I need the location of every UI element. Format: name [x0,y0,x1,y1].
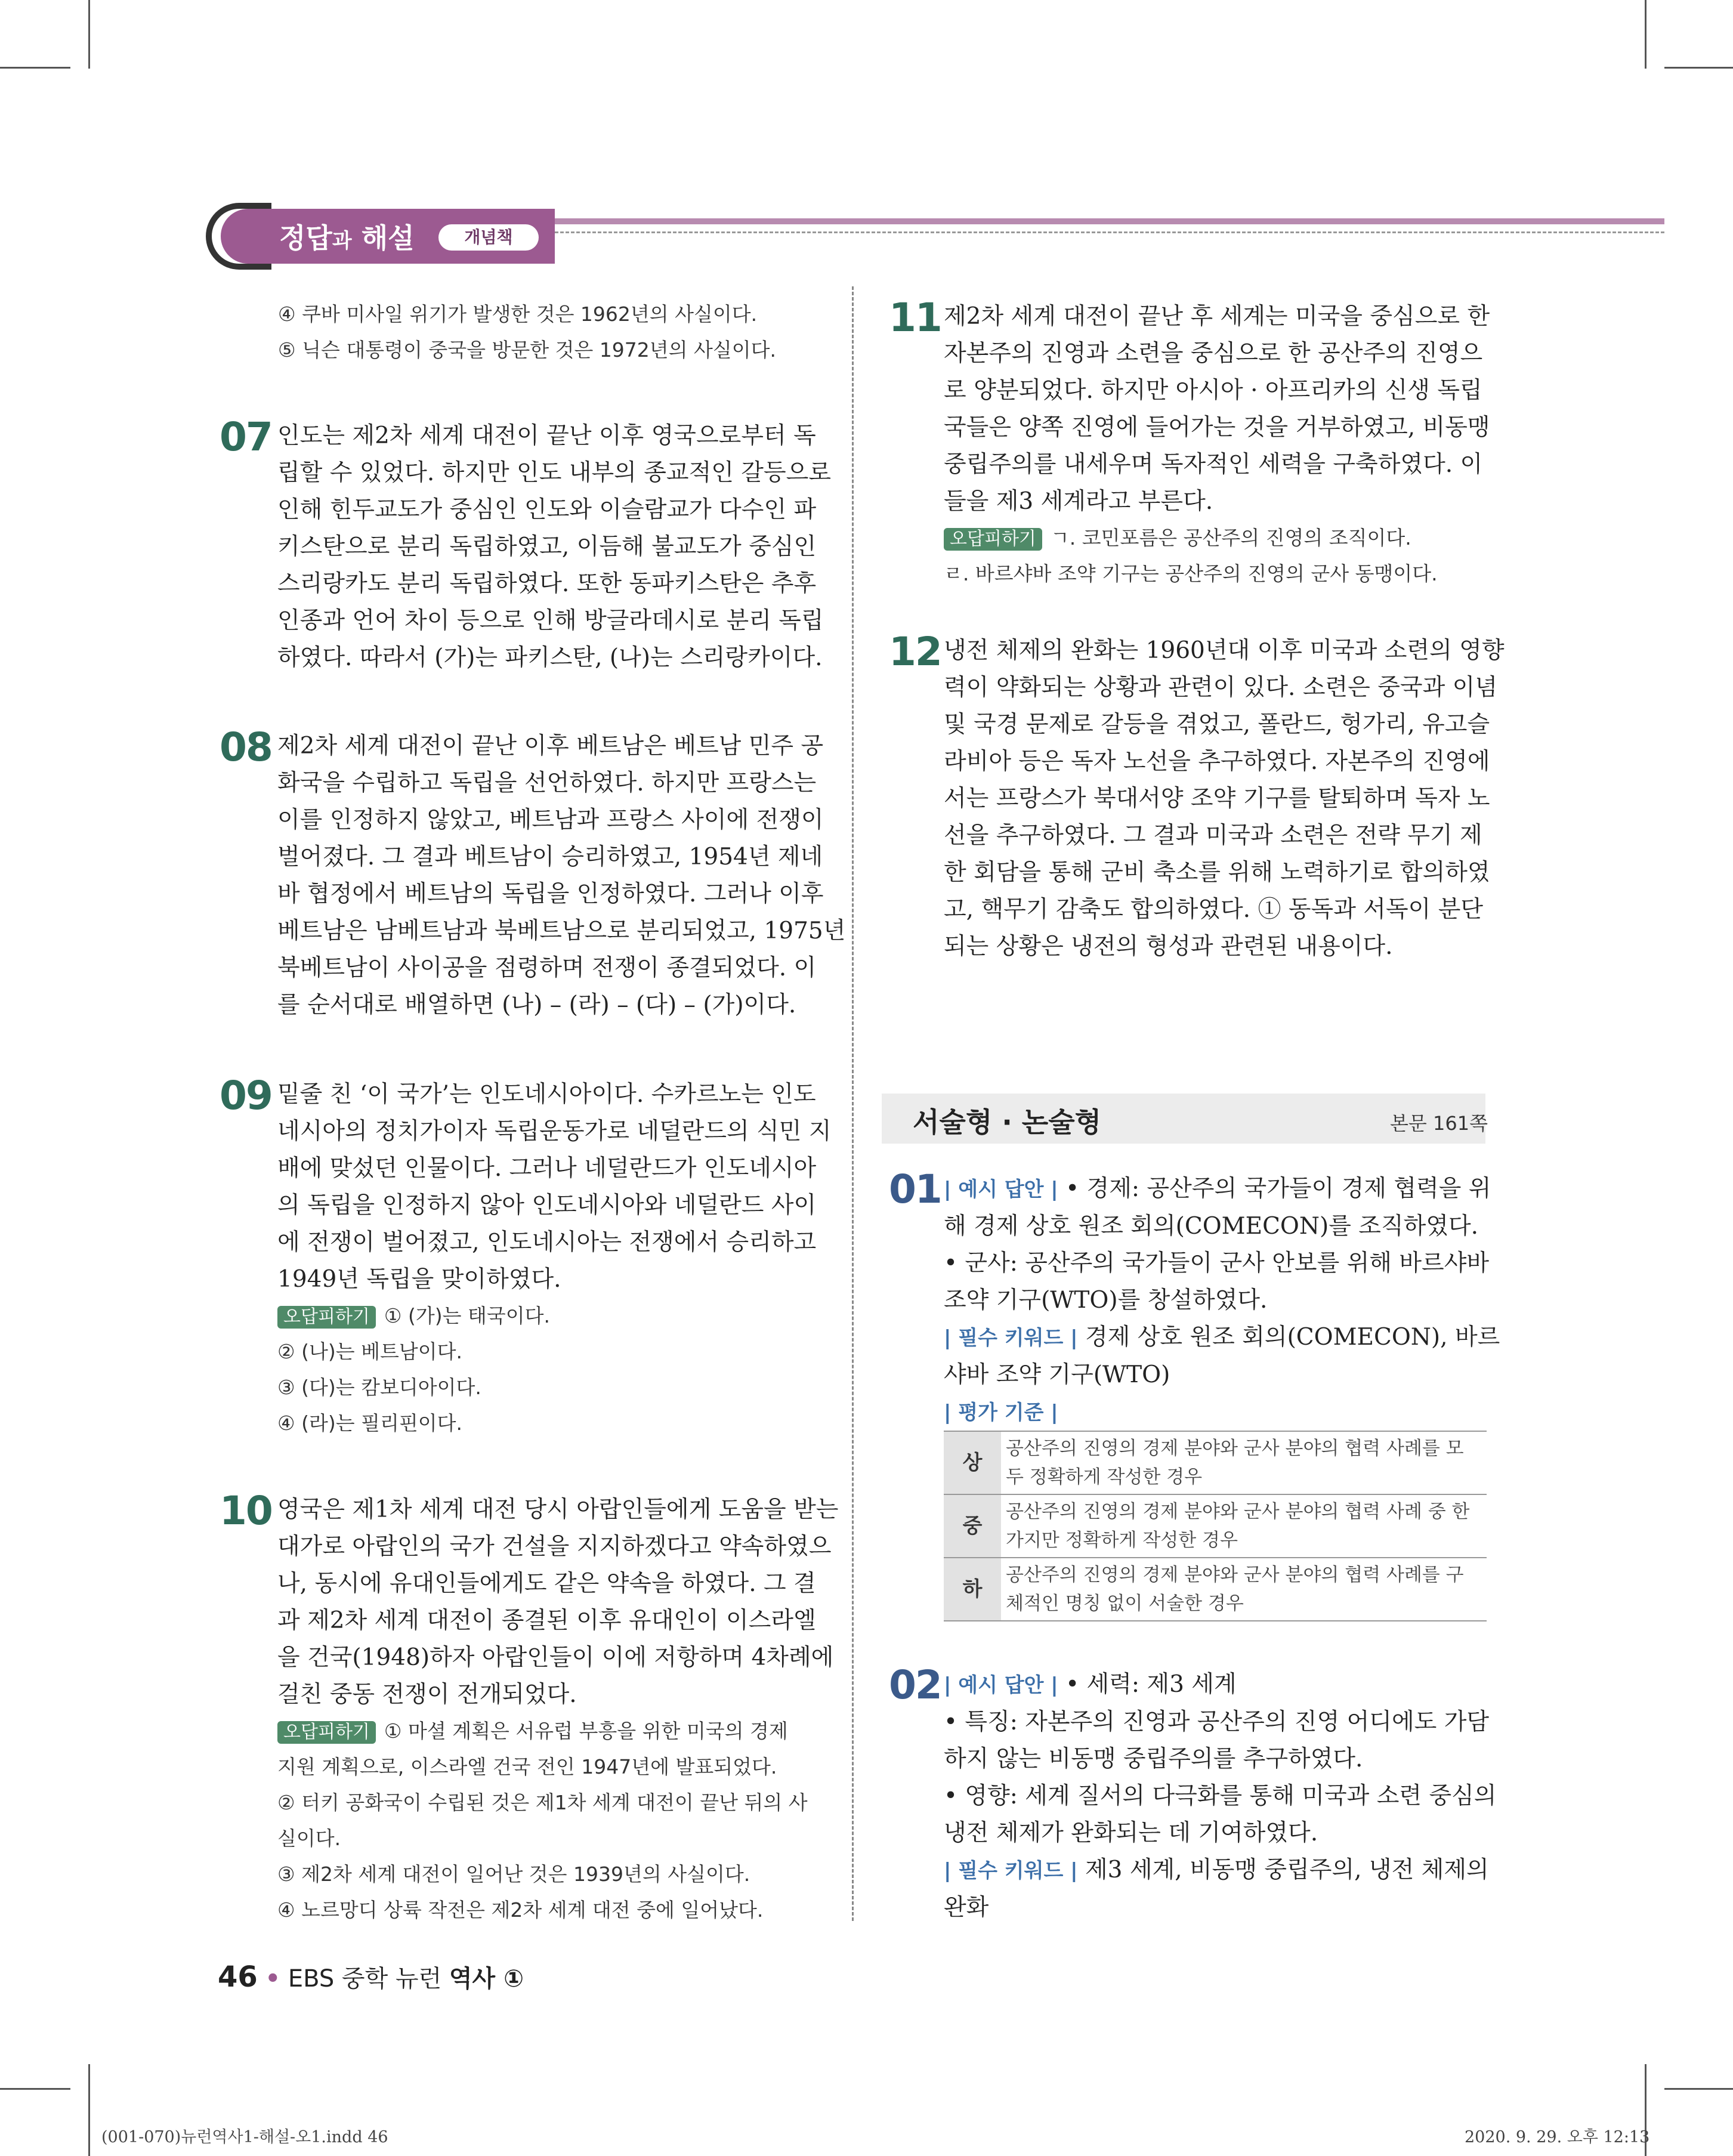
question-number: 01 [889,1166,941,1212]
avoid-mistake-badge: 오답피하기 [277,1721,376,1744]
answer-text: 냉전 체제의 완화는 1960년대 이후 미국과 소련의 영향 력이 약화되는 상황과 관련이 있다. 소련은 중국과 이념 및 국경 문제로 갈등을 겪었고, 폴란드, 헝가리, 유고슬 라비아 등은 독자 노선을 추구하였다. 자본주의 진영에 서는 프랑스가 북대서양 조약 기구를 탈퇴하며 독자 노 선을 추구하였다. 그 결과 미국과 소련은 전략 무기 제 한 회담을 통해 군비 축소를 위해 노력하기로 합의하였 고, 핵무기 감축도 합의하였다. ① 동독과 서독이 분단 되는 상황은 냉전의 형성과 관련된 내용이다. [944,637,1505,960]
label-example-answer: | 예시 답안 | [944,1673,1058,1697]
column-divider [852,286,854,1921]
note-text: 오답피하기 ① (가)는 태국이다. ② (나)는 베트남이다. ③ (다)는 캄보디아이다. ④ (라)는 필리핀이다. [277,1304,550,1435]
answer-text: 제2차 세계 대전이 끝난 이후 베트남은 베트남 민주 공 화국을 수립하고 독립을 선언하였다. 하지만 프랑스는 이를 인정하지 않았고, 베트남과 프랑스 사이에 전쟁이 벌어졌다. 그 결과 베트남이 승리하였고, 1954년 제네 바 협정에서 베트남의 독립을 인정하였다. 그러나 이후 베트남은 남베트남과 북베트남으로 분리되었고, 1975년 북베트남이 사이공을 점령하며 전쟁이 종결되었다. 이 를 순서대로 배열하면 (나) – (라) – (다) – (가)이다. [277,733,846,1018]
crop-mark [1664,2088,1733,2090]
label-criteria: | 평가 기준 | [944,1401,1058,1425]
rubric-grade: 중 [944,1494,1001,1558]
avoid-mistake-badge: 오답피하기 [277,1306,376,1329]
answer-text: | 예시 답안 | • 세력: 제3 세계 • 특징: 자본주의 진영과 공산주의 진영 어디에도 가담 하지 않는 비동맹 중립주의를 추구하였다. • 영향: 세계 질서의 다극화를 통해 미국과 소련 중심의 냉전 체제가 완화되는 데 기여하였다. | 필수 키워드 | 제3 세계, 비동맹 중립주의, 냉전 체제의 완화 [944,1671,1497,1921]
question-number: 08 [220,724,272,770]
answer-text: 제2차 세계 대전이 끝난 후 세계는 미국을 중심으로 한 자본주의 진영과 소련을 중심으로 한 공산주의 진영으 로 양분되었다. 하지만 아시아 · 아프리카의 신생 독립 국들은 양쪽 진영에 들어가는 것을 거부하였고, 비동맹 중립주의를 내세우며 독자적인 세력을 구축하였다. 이 들을 제3 세계라고 부른다. [944,303,1490,515]
rubric-row [944,1558,1487,1621]
label-keyword: | 필수 키워드 | [944,1859,1078,1883]
book-title: EBS 중학 뉴런 [288,1965,449,1993]
question-number: 09 [220,1073,272,1119]
rubric-table [944,1431,1487,1621]
crop-mark [1645,0,1646,69]
header-dash [555,231,1664,233]
header-title: 정답과 해설 [279,222,415,254]
page-number: 46 [218,1960,258,1994]
intro-line: ④ 쿠바 미사일 위기가 발생한 것은 1962년의 사실이다. [278,302,758,326]
crop-mark [1664,67,1733,69]
note-text: 오답피하기 ㄱ. 코민포름은 공산주의 진영의 조직이다. ㄹ. 바르샤바 조약 기구는 공산주의 진영의 군사 동맹이다. [944,526,1438,585]
intro-line: ⑤ 닉슨 대통령이 중국을 방문한 것은 1972년의 사실이다. [278,338,777,362]
question-number: 12 [889,629,941,675]
rubric-grade: 하 [944,1558,1001,1621]
rubric-desc: 공산주의 진영의 경제 분야와 군사 분야의 협력 사례 중 한 가지만 정확하게 작성한 경우 [1001,1494,1487,1558]
crop-mark [0,67,70,69]
answer-text: 영국은 제1차 세계 대전 당시 아랍인들에게 도움을 받는 대가로 아랍인의 국가 건설을 지지하겠다고 약속하였으 나, 동시에 유대인들에게도 같은 약속을 하였다. 그 결 과 제2차 세계 대전이 종결된 이후 유대인이 이스라엘 을 건국(1948)하자 아랍인들이 이에 저항하며 4차례에 걸친 중동 전쟁이 전개되었다. [277,1496,839,1708]
question-number: 07 [220,414,272,460]
answer-text: | 예시 답안 | • 경제: 공산주의 국가들이 경제 협력을 위 해 경제 상호 원조 회의(COMECON)를 조직하였다. • 군사: 공산주의 국가들이 군사 안보를 위해 바르샤바 조약 기구(WTO)를 창설하였다. | 필수 키워드 | 경제 상호 원조 회의(COMECON), 바르 샤바 조약 기구(WTO) | 평가 기준 | [944,1175,1500,1425]
question-number: 10 [220,1488,272,1534]
page-footer [218,1960,524,1994]
question-number: 11 [889,295,941,341]
rubric-row [944,1494,1487,1558]
rubric-desc: 공산주의 진영의 경제 분야와 군사 분야의 협력 사례를 구 체적인 명칭 없이 서술한 경우 [1001,1558,1487,1621]
crop-mark [0,2088,70,2090]
crop-mark [88,0,90,69]
rubric-desc: 공산주의 진영의 경제 분야와 군사 분야의 협력 사례를 모 두 정확하게 작성한 경우 [1001,1431,1487,1494]
rubric-row [944,1431,1487,1494]
section-title: 서술형 · 논술형 [913,1106,1102,1138]
header-rule [555,218,1664,224]
footer-dot: • [265,1965,281,1993]
note-text: 오답피하기 ① 마셜 계획은 서유럽 부흥을 위한 미국의 경제 지원 계획으로, 이스라엘 건국 전인 1947년에 발표되었다. ② 터키 공화국이 수립된 것은 제1차 세계 대전이 끝난 뒤의 사 실이다. ③ 제2차 세계 대전이 일어난 것은 1939년의 사실이다. ④ 노르망디 상륙 작전은 제2차 세계 대전 중에 일어났다. [277,1719,808,1922]
label-keyword: | 필수 키워드 | [944,1326,1078,1350]
avoid-mistake-badge: 오답피하기 [944,528,1042,551]
answer-text: 밑줄 친 ‘이 국가’는 인도네시아이다. 수카르노는 인도 네시아의 정치가이자 독립운동가로 네덜란드의 식민 지 배에 맞섰던 인물이다. 그러나 네덜란드가 인도네시아 의 독립을 인정하지 않아 인도네시아와 네덜란드 사이 에 전쟁이 벌어졌고, 인도네시아는 전쟁에서 승리하고 1949년 독립을 맞이하였다. [277,1081,832,1293]
book-subject: 역사 ① [449,1965,524,1993]
label-example-answer: | 예시 답안 | [944,1178,1058,1201]
question-number: 02 [889,1662,941,1708]
answer-text: 인도는 제2차 세계 대전이 끝난 이후 영국으로부터 독 립할 수 있었다. 하지만 인도 내부의 종교적인 갈등으로 인해 힌두교도가 중심인 인도와 이슬람교가 다수인 파 키스탄으로 분리 독립하였고, 이듬해 불교도가 중심인 스리랑카도 분리 독립하였다. 또한 동파키스탄은 추후 인종과 언어 차이 등으로 인해 방글라데시로 분리 독립 하였다. 따라서 (가)는 파키스탄, (나)는 스리랑카이다. [277,422,832,671]
rubric-grade: 상 [944,1431,1001,1494]
print-slug-file: (001-070)뉴런역사1-해설-오1.indd 46 [101,2128,388,2146]
crop-mark [88,2064,90,2156]
print-slug-date: 2020. 9. 29. 오후 12:13 [1465,2128,1650,2146]
header-pill: 개념책 [438,224,539,251]
section-page-ref: 본문 161쪽 [1390,1112,1488,1135]
